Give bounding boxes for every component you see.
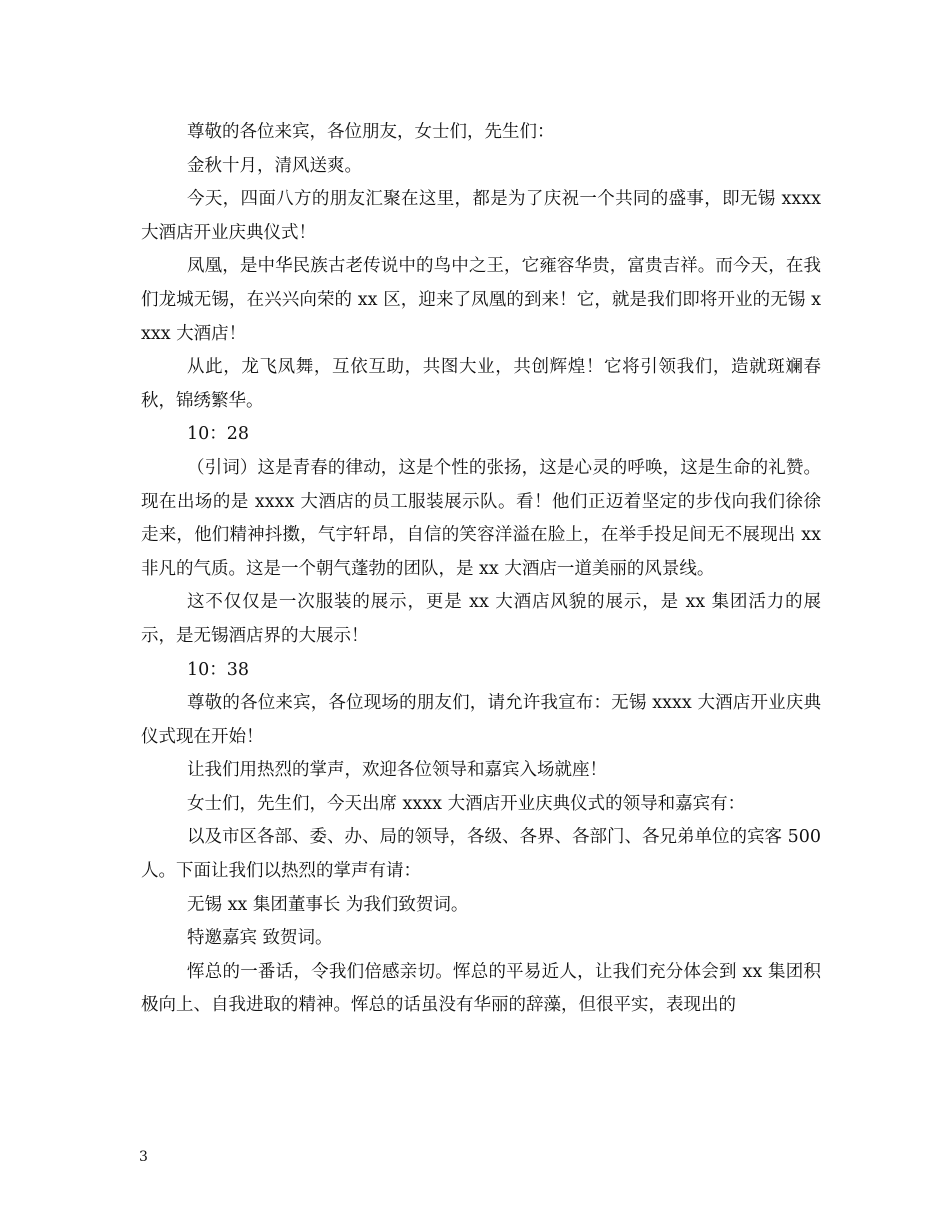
paragraph-phoenix: 凤凰，是中华民族古老传说中的鸟中之王，它雍容华贵，富贵吉祥。而今天，在我们龙城无锡，在兴兴向荣的 xx 区，迎来了凤凰的到来！它，就是我们即将开业的无锡 xxxx 大酒店！ — [141, 256, 821, 344]
time-marker: 10：38 — [187, 659, 250, 680]
paragraph-showcase: 这不仅仅是一次服装的展示，更是 xx 大酒店风貌的展示，是 xx 集团活力的展示，是无锡酒店界的大展示！ — [141, 592, 821, 646]
paragraph-greeting: 尊敬的各位来宾，各位朋友，女士们，先生们： — [187, 122, 555, 142]
paragraph-announcement: 尊敬的各位来宾，各位现场的朋友们，请允许我宣布：无锡 xxxx 大酒店开业庆典仪式现在开始！ — [141, 693, 821, 747]
paragraph-applause: 让我们用热烈的掌声，欢迎各位领导和嘉宾入场就座！ — [187, 760, 607, 781]
paragraph-season: 金秋十月，清风送爽。 — [187, 155, 362, 176]
page-number: 3 — [139, 1149, 148, 1165]
document-body — [141, 116, 821, 1023]
paragraph-response: 恽总的一番话，令我们倍感亲切。恽总的平易近人，让我们充分体会到 xx 集团积极向上、自我进取的精神。恽总的话虽没有华丽的辞藻，但很平实，表现出的 — [141, 961, 821, 1016]
paragraph-chairman-speech: 无锡 xx 集团董事长 为我们致贺词。 — [187, 894, 469, 915]
paragraph-officials: 以及市区各部、委、办、局的领导，各级、各界、各部门、各兄弟单位的宾客 500 人。下面让我们以热烈的掌声有请： — [141, 827, 821, 882]
paragraph-guests: 女士们，先生们，今天出席 xxxx 大酒店开业庆典仪式的领导和嘉宾有： — [187, 793, 746, 814]
paragraph-guest-speech: 特邀嘉宾 致贺词。 — [187, 928, 333, 949]
paragraph-dragon-phoenix: 从此，龙飞凤舞，互依互助，共图大业，共创辉煌！它将引领我们，造就斑斓春秋，锦绣繁华。 — [141, 357, 821, 411]
paragraph-gathering: 今天，四面八方的朋友汇聚在这里，都是为了庆祝一个共同的盛事，即无锡 xxxx 大酒店开业庆典仪式！ — [141, 189, 821, 243]
paragraph-fashion-show: （引词）这是青春的律动，这是个性的张扬，这是心灵的呼唤，这是生命的礼赞。现在出场的是 xxxx 大酒店的员工服装展示队。看！他们正迈着坚定的步伐向我们徐徐走来，他们精神抖擞，气宇轩昂，自信的笑容洋溢在脸上，在举手投足间无不展现出 xx 非凡的气质。这是一个朝气蓬勃的团队，是 xx 大酒店一道美丽的风景线。 — [141, 457, 821, 579]
time-marker: 10：28 — [187, 424, 250, 445]
